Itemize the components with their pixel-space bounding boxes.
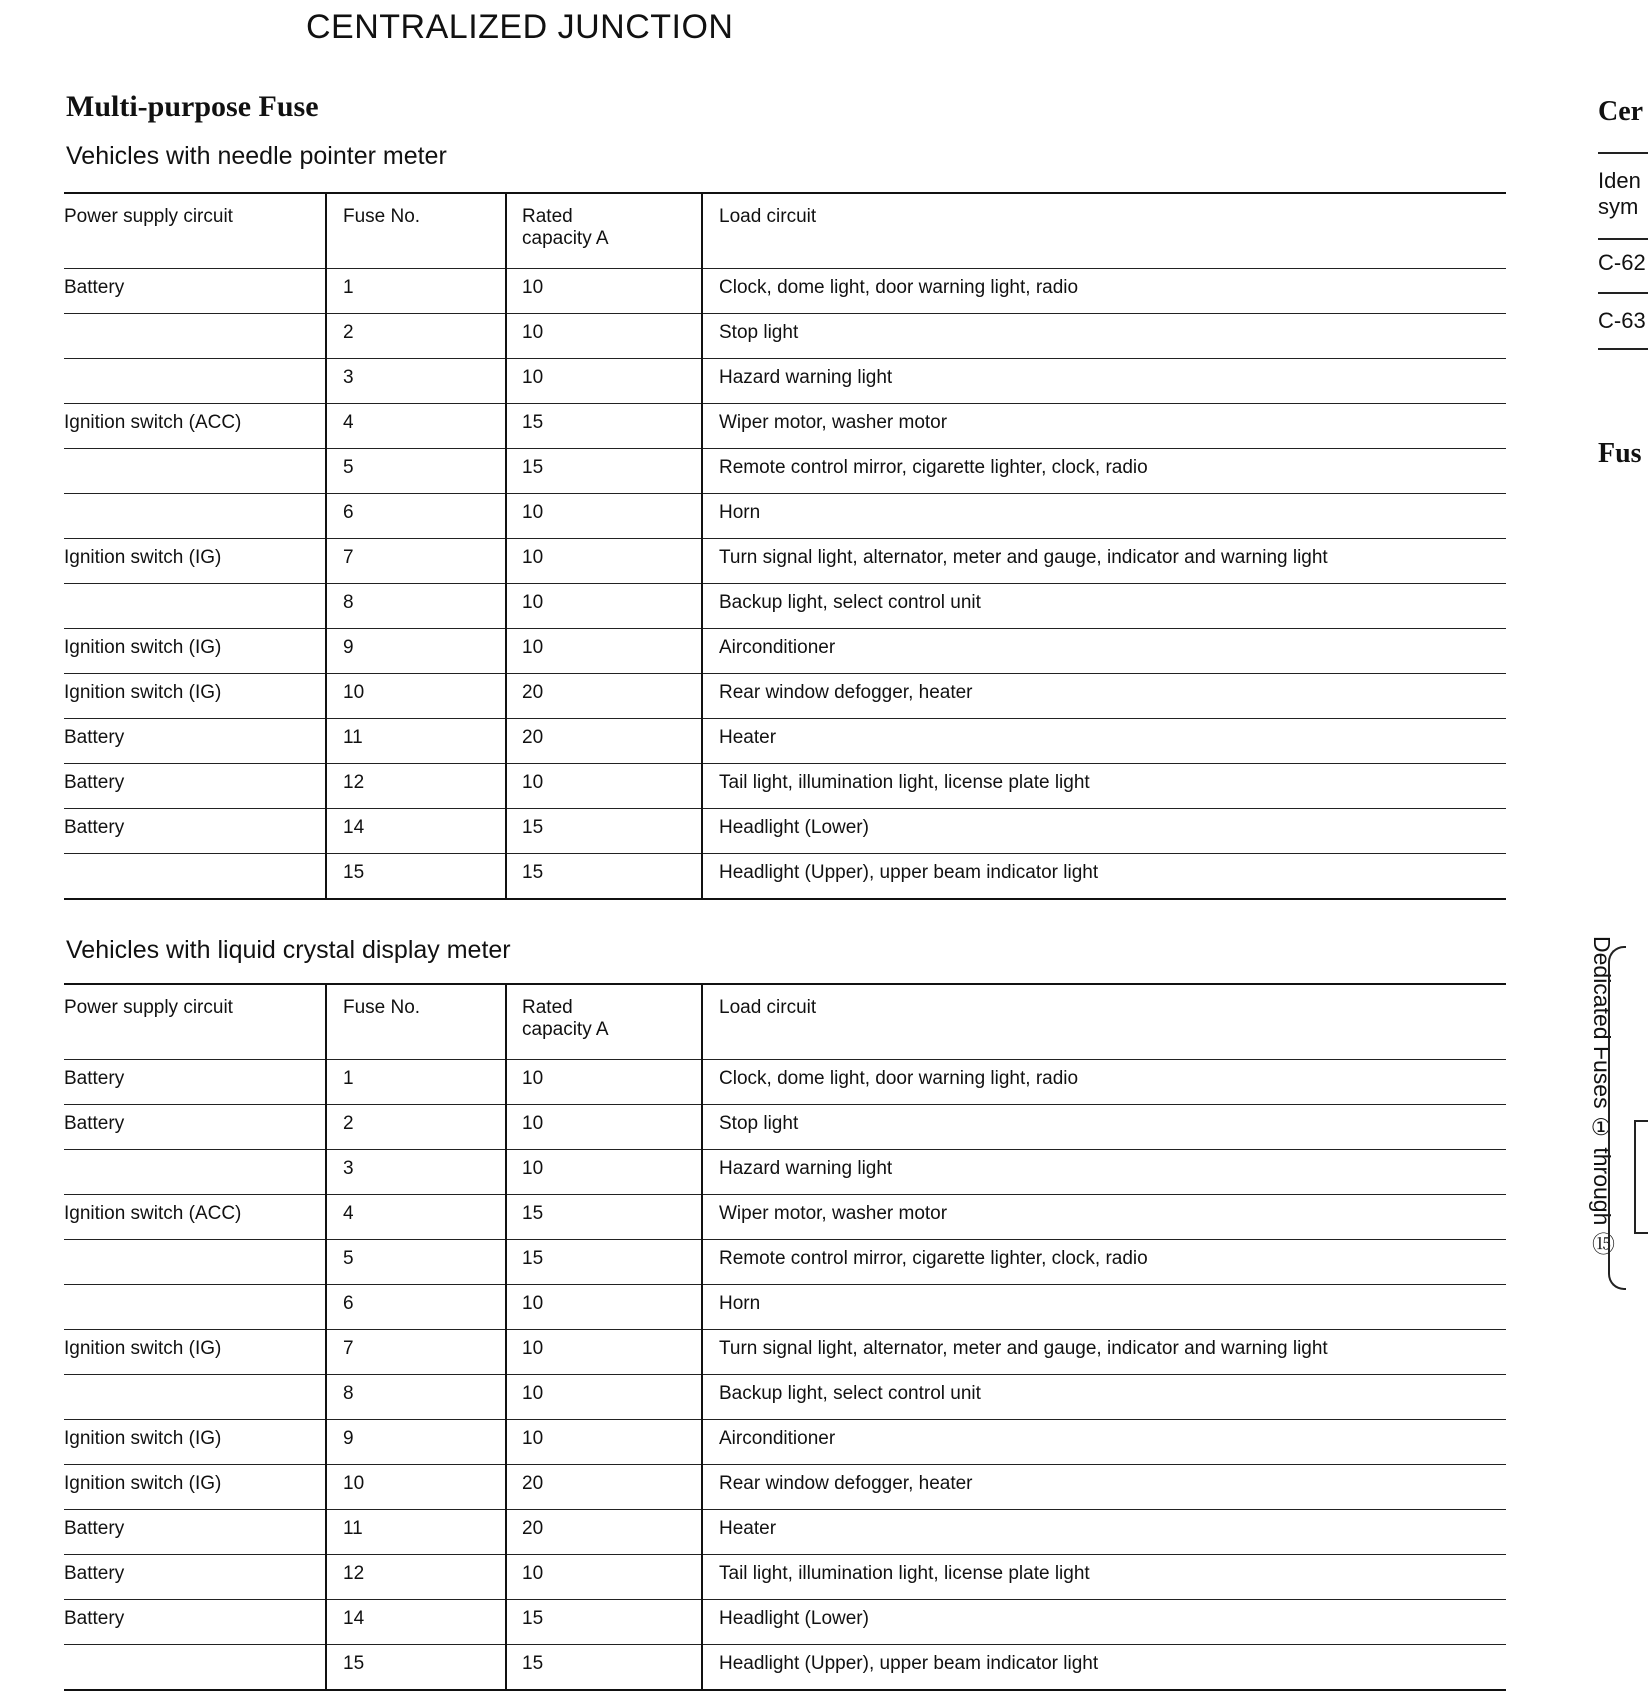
table-row xyxy=(64,764,1506,809)
table-row xyxy=(64,269,1506,314)
fuse-table-needle-meter xyxy=(64,192,1506,900)
power-supply-cell: Battery xyxy=(64,1060,326,1105)
load-circuit-cell: Wiper motor, washer motor xyxy=(702,404,1506,449)
fuse-number-cell: 15 xyxy=(326,1645,506,1691)
load-circuit-cell: Heater xyxy=(702,719,1506,764)
rated-capacity-cell: 10 xyxy=(506,1420,702,1465)
power-supply-cell: Ignition switch (IG) xyxy=(64,1330,326,1375)
table-row xyxy=(64,1105,1506,1150)
power-supply-cell: Ignition switch (ACC) xyxy=(64,1195,326,1240)
column-header-power-supply: Power supply circuit xyxy=(64,193,326,269)
rated-capacity-cell: 10 xyxy=(506,584,702,629)
power-supply-cell xyxy=(64,449,326,494)
rated-capacity-cell: 10 xyxy=(506,359,702,404)
load-circuit-cell: Airconditioner xyxy=(702,1420,1506,1465)
adjacent-ident-line2: sym xyxy=(1598,194,1639,219)
column-header-load-circuit: Load circuit xyxy=(702,193,1506,269)
power-supply-cell: Battery xyxy=(64,1105,326,1150)
column-header-rated-capacity xyxy=(506,984,702,1060)
table-row xyxy=(64,584,1506,629)
adjacent-ident-label xyxy=(1598,168,1648,220)
fuse-number-cell: 8 xyxy=(326,584,506,629)
power-supply-cell: Battery xyxy=(64,719,326,764)
table-row xyxy=(64,1600,1506,1645)
table-row xyxy=(64,1510,1506,1555)
table-row xyxy=(64,1060,1506,1105)
table-row xyxy=(64,494,1506,539)
section-title: Multi-purpose Fuse xyxy=(66,90,319,123)
column-header-rated-capacity xyxy=(506,193,702,269)
table-row xyxy=(64,314,1506,359)
load-circuit-cell: Tail light, illumination light, license plate light xyxy=(702,1555,1506,1600)
power-supply-cell xyxy=(64,494,326,539)
fuse-number-cell: 6 xyxy=(326,1285,506,1330)
load-circuit-cell: Remote control mirror, cigarette lighter, clock, radio xyxy=(702,1240,1506,1285)
table2-subtitle: Vehicles with liquid crystal display meter xyxy=(66,936,511,964)
table-header-row xyxy=(64,193,1506,269)
load-circuit-cell: Turn signal light, alternator, meter and gauge, indicator and warning light xyxy=(702,539,1506,584)
fuse-number-cell: 7 xyxy=(326,539,506,584)
fuse-number-cell: 1 xyxy=(326,269,506,314)
fuse-number-cell: 9 xyxy=(326,629,506,674)
table-row xyxy=(64,719,1506,764)
adjacent-page-title: Cer xyxy=(1598,96,1644,127)
adjacent-divider xyxy=(1598,238,1648,240)
fuse-number-cell: 11 xyxy=(326,719,506,764)
adjacent-c63-label: C-63 xyxy=(1598,308,1646,333)
rated-capacity-cell: 10 xyxy=(506,269,702,314)
rated-label-line2: capacity A xyxy=(522,228,609,249)
rated-capacity-cell: 10 xyxy=(506,1285,702,1330)
adjacent-divider xyxy=(1598,152,1648,154)
fuse-number-cell: 10 xyxy=(326,1465,506,1510)
table-row xyxy=(64,629,1506,674)
column-header-power-supply: Power supply circuit xyxy=(64,984,326,1060)
fuse-number-cell: 9 xyxy=(326,1420,506,1465)
load-circuit-cell: Heater xyxy=(702,1510,1506,1555)
table-row xyxy=(64,404,1506,449)
load-circuit-cell: Rear window defogger, heater xyxy=(702,674,1506,719)
rated-capacity-cell: 15 xyxy=(506,1645,702,1691)
rated-label-line1: Rated xyxy=(522,206,573,227)
load-circuit-cell: Hazard warning light xyxy=(702,1150,1506,1195)
fuse-number-cell: 1 xyxy=(326,1060,506,1105)
load-circuit-cell: Hazard warning light xyxy=(702,359,1506,404)
table-row xyxy=(64,1555,1506,1600)
load-circuit-cell: Horn xyxy=(702,1285,1506,1330)
dedicated-fuses-label: Dedicated Fuses ① through ⑮ xyxy=(1589,936,1615,1255)
rated-capacity-cell: 15 xyxy=(506,1195,702,1240)
rated-capacity-cell: 10 xyxy=(506,494,702,539)
load-circuit-cell: Backup light, select control unit xyxy=(702,584,1506,629)
load-circuit-cell: Stop light xyxy=(702,314,1506,359)
power-supply-cell: Battery xyxy=(64,809,326,854)
fuse-number-cell: 15 xyxy=(326,854,506,900)
rated-capacity-cell: 15 xyxy=(506,1600,702,1645)
power-supply-cell: Battery xyxy=(64,269,326,314)
rated-capacity-cell: 20 xyxy=(506,1510,702,1555)
table-header-row xyxy=(64,984,1506,1060)
rated-capacity-cell: 20 xyxy=(506,1465,702,1510)
fuse-number-cell: 4 xyxy=(326,404,506,449)
fuse-number-cell: 12 xyxy=(326,1555,506,1600)
power-supply-cell: Ignition switch (IG) xyxy=(64,1465,326,1510)
load-circuit-cell: Tail light, illumination light, license plate light xyxy=(702,764,1506,809)
load-circuit-cell: Wiper motor, washer motor xyxy=(702,1195,1506,1240)
fuse-number-cell: 7 xyxy=(326,1330,506,1375)
power-supply-cell xyxy=(64,584,326,629)
fuse-number-cell: 12 xyxy=(326,764,506,809)
adjacent-fuse-title: Fus xyxy=(1598,438,1642,469)
power-supply-cell: Ignition switch (IG) xyxy=(64,1420,326,1465)
table-row xyxy=(64,1330,1506,1375)
fuse-number-cell: 5 xyxy=(326,1240,506,1285)
load-circuit-cell: Headlight (Upper), upper beam indicator light xyxy=(702,1645,1506,1691)
load-circuit-cell: Headlight (Lower) xyxy=(702,809,1506,854)
fuse-table-lcd-meter xyxy=(64,983,1506,1691)
rated-capacity-cell: 10 xyxy=(506,764,702,809)
page-header: CENTRALIZED JUNCTION xyxy=(306,8,734,46)
rated-capacity-cell: 10 xyxy=(506,1060,702,1105)
power-supply-cell: Battery xyxy=(64,764,326,809)
fuse-number-cell: 14 xyxy=(326,809,506,854)
adjacent-c62-label: C-62 xyxy=(1598,250,1646,275)
rated-capacity-cell: 10 xyxy=(506,1555,702,1600)
rated-label-line2: capacity A xyxy=(522,1019,609,1040)
power-supply-cell: Battery xyxy=(64,1600,326,1645)
table-row xyxy=(64,1375,1506,1420)
adjacent-ident-line1: Iden xyxy=(1598,168,1641,193)
rated-capacity-cell: 10 xyxy=(506,1150,702,1195)
fuse-number-cell: 11 xyxy=(326,1510,506,1555)
table-row xyxy=(64,539,1506,584)
table-row xyxy=(64,854,1506,900)
rated-capacity-cell: 15 xyxy=(506,1240,702,1285)
load-circuit-cell: Turn signal light, alternator, meter and gauge, indicator and warning light xyxy=(702,1330,1506,1375)
power-supply-cell: Ignition switch (ACC) xyxy=(64,404,326,449)
table-row xyxy=(64,1240,1506,1285)
rated-capacity-cell: 10 xyxy=(506,1375,702,1420)
table1-subtitle: Vehicles with needle pointer meter xyxy=(66,142,447,170)
fuse-number-cell: 2 xyxy=(326,314,506,359)
load-circuit-cell: Rear window defogger, heater xyxy=(702,1465,1506,1510)
rated-capacity-cell: 15 xyxy=(506,404,702,449)
fuse-number-cell: 14 xyxy=(326,1600,506,1645)
fuse-number-cell: 5 xyxy=(326,449,506,494)
table-row xyxy=(64,1645,1506,1691)
rated-capacity-cell: 20 xyxy=(506,719,702,764)
rated-capacity-cell: 10 xyxy=(506,629,702,674)
brace-icon xyxy=(1608,946,1626,1290)
fuse-number-cell: 10 xyxy=(326,674,506,719)
fuse-number-cell: 3 xyxy=(326,1150,506,1195)
fuse-number-cell: 2 xyxy=(326,1105,506,1150)
table-row xyxy=(64,1195,1506,1240)
rated-capacity-cell: 10 xyxy=(506,1330,702,1375)
table-row xyxy=(64,1150,1506,1195)
load-circuit-cell: Remote control mirror, cigarette lighter, clock, radio xyxy=(702,449,1506,494)
table-row xyxy=(64,359,1506,404)
adjacent-divider xyxy=(1598,292,1648,294)
fuse-box-diagram-fragment xyxy=(1634,1120,1648,1234)
rated-capacity-cell: 15 xyxy=(506,809,702,854)
fuse-number-cell: 6 xyxy=(326,494,506,539)
power-supply-cell xyxy=(64,1375,326,1420)
table-row xyxy=(64,674,1506,719)
rated-capacity-cell: 10 xyxy=(506,539,702,584)
column-header-load-circuit: Load circuit xyxy=(702,984,1506,1060)
fuse-number-cell: 8 xyxy=(326,1375,506,1420)
rated-capacity-cell: 10 xyxy=(506,1105,702,1150)
power-supply-cell xyxy=(64,1645,326,1691)
power-supply-cell: Ignition switch (IG) xyxy=(64,629,326,674)
power-supply-cell xyxy=(64,359,326,404)
power-supply-cell xyxy=(64,1150,326,1195)
rated-capacity-cell: 15 xyxy=(506,449,702,494)
load-circuit-cell: Stop light xyxy=(702,1105,1506,1150)
table-row xyxy=(64,449,1506,494)
column-header-fuse-no: Fuse No. xyxy=(326,984,506,1060)
power-supply-cell: Battery xyxy=(64,1510,326,1555)
rated-capacity-cell: 10 xyxy=(506,314,702,359)
power-supply-cell xyxy=(64,854,326,900)
power-supply-cell xyxy=(64,1240,326,1285)
column-header-fuse-no: Fuse No. xyxy=(326,193,506,269)
power-supply-cell xyxy=(64,1285,326,1330)
load-circuit-cell: Clock, dome light, door warning light, radio xyxy=(702,1060,1506,1105)
table-row xyxy=(64,1285,1506,1330)
load-circuit-cell: Headlight (Lower) xyxy=(702,1600,1506,1645)
power-supply-cell: Ignition switch (IG) xyxy=(64,539,326,584)
table-row xyxy=(64,809,1506,854)
load-circuit-cell: Horn xyxy=(702,494,1506,539)
table-row xyxy=(64,1465,1506,1510)
load-circuit-cell: Headlight (Upper), upper beam indicator light xyxy=(702,854,1506,900)
power-supply-cell: Battery xyxy=(64,1555,326,1600)
fuse-number-cell: 3 xyxy=(326,359,506,404)
rated-capacity-cell: 15 xyxy=(506,854,702,900)
adjacent-divider xyxy=(1598,348,1648,350)
fuse-number-cell: 4 xyxy=(326,1195,506,1240)
load-circuit-cell: Airconditioner xyxy=(702,629,1506,674)
table-row xyxy=(64,1420,1506,1465)
load-circuit-cell: Backup light, select control unit xyxy=(702,1375,1506,1420)
rated-label-line1: Rated xyxy=(522,997,573,1018)
load-circuit-cell: Clock, dome light, door warning light, radio xyxy=(702,269,1506,314)
power-supply-cell xyxy=(64,314,326,359)
power-supply-cell: Ignition switch (IG) xyxy=(64,674,326,719)
rated-capacity-cell: 20 xyxy=(506,674,702,719)
